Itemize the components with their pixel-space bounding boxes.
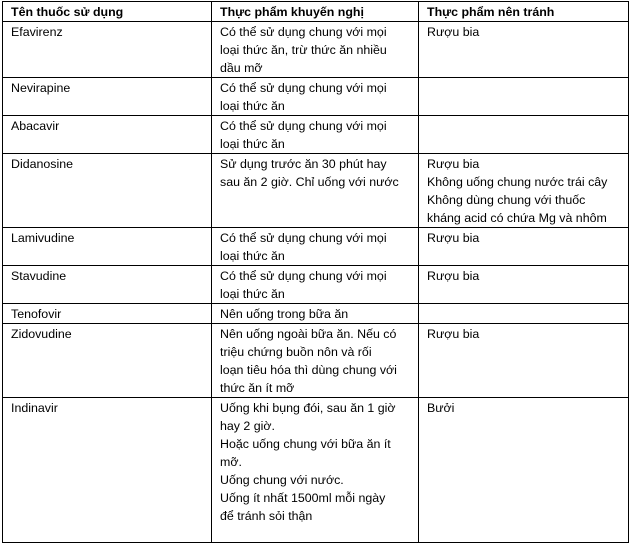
food-to-avoid-line: Rượu bia bbox=[427, 269, 480, 283]
header-drug-name: Tên thuốc sử dụng bbox=[3, 2, 212, 22]
drug-name: Zidovudine bbox=[11, 327, 72, 341]
recommended-food-line: Uống chung với nước. bbox=[220, 473, 344, 487]
drug-name: Indinavir bbox=[11, 401, 58, 415]
recommended-foods-cell bbox=[212, 116, 419, 154]
drug-name-cell bbox=[3, 324, 212, 398]
drug-name: Tenofovir bbox=[11, 307, 62, 321]
table-row bbox=[3, 304, 629, 324]
recommended-food-line: loại thức ăn, trừ thức ăn nhiều bbox=[220, 43, 387, 57]
drug-name-cell bbox=[3, 22, 212, 78]
food-to-avoid-line: kháng acid có chứa Mg và nhôm bbox=[427, 211, 607, 225]
table-body bbox=[3, 22, 629, 543]
table-row bbox=[3, 154, 629, 228]
foods-to-avoid-cell bbox=[419, 22, 629, 78]
drug-name-cell bbox=[3, 228, 212, 266]
foods-to-avoid-cell bbox=[419, 154, 629, 228]
recommended-food-line: loại thức ăn bbox=[220, 249, 285, 263]
recommended-food-line: loại thức ăn bbox=[220, 137, 285, 151]
recommended-foods-cell bbox=[212, 22, 419, 78]
drug-name: Efavirenz bbox=[11, 25, 63, 39]
foods-to-avoid-cell bbox=[419, 78, 629, 116]
table-row bbox=[3, 324, 629, 398]
drug-name: Nevirapine bbox=[11, 81, 71, 95]
recommended-food-line: Nên uống trong bữa ăn bbox=[220, 307, 349, 321]
drug-name-cell bbox=[3, 78, 212, 116]
drug-name: Didanosine bbox=[11, 157, 73, 171]
recommended-food-line: để tránh sỏi thận bbox=[220, 509, 313, 523]
drug-name: Abacavir bbox=[11, 119, 60, 133]
recommended-foods-cell bbox=[212, 324, 419, 398]
foods-to-avoid-cell bbox=[419, 266, 629, 304]
drug-name-cell bbox=[3, 398, 212, 543]
recommended-food-line: Sử dụng trước ăn 30 phút hay bbox=[220, 157, 387, 171]
recommended-food-line: sau ăn 2 giờ. Chỉ uống với nước bbox=[220, 175, 399, 189]
recommended-food-line: Có thể sử dụng chung với mọi bbox=[220, 119, 387, 133]
food-to-avoid-line: Không uống chung nước trái cây bbox=[427, 175, 608, 189]
recommended-food-line: Có thể sử dụng chung với mọi bbox=[220, 81, 387, 95]
recommended-food-line: mỡ. bbox=[220, 455, 242, 469]
recommended-food-line: Uống ít nhất 1500ml mỗi ngày bbox=[220, 491, 386, 505]
food-to-avoid-line: Bưởi bbox=[427, 401, 455, 415]
food-to-avoid-line: Rượu bia bbox=[427, 25, 480, 39]
drug-name-cell bbox=[3, 154, 212, 228]
recommended-food-line: triệu chứng buồn nôn và rối bbox=[220, 345, 372, 359]
food-to-avoid-line: Rượu bia bbox=[427, 327, 480, 341]
foods-to-avoid-cell bbox=[419, 324, 629, 398]
recommended-food-line: Có thể sử dụng chung với mọi bbox=[220, 269, 387, 283]
recommended-food-line: dầu mỡ bbox=[220, 61, 263, 75]
recommended-foods-cell bbox=[212, 266, 419, 304]
drug-name-cell bbox=[3, 116, 212, 154]
foods-to-avoid-cell bbox=[419, 398, 629, 543]
recommended-food-line: Nên uống ngoài bữa ăn. Nếu có bbox=[220, 327, 397, 341]
drug-name-cell bbox=[3, 266, 212, 304]
foods-to-avoid-cell bbox=[419, 304, 629, 324]
table-row bbox=[3, 78, 629, 116]
drug-name-cell bbox=[3, 304, 212, 324]
recommended-food-line: Uống khi bụng đói, sau ăn 1 giờ bbox=[220, 401, 396, 415]
drug-name: Lamivudine bbox=[11, 231, 75, 245]
recommended-foods-cell bbox=[212, 78, 419, 116]
recommended-food-line: Có thể sử dụng chung với mọi bbox=[220, 231, 387, 245]
recommended-food-line: hay 2 giờ. bbox=[220, 419, 275, 433]
recommended-food-line: loại thức ăn bbox=[220, 99, 285, 113]
drug-name: Stavudine bbox=[11, 269, 67, 283]
recommended-food-line: loại thức ăn bbox=[220, 287, 285, 301]
recommended-food-line: loạn tiêu hóa thì dùng chung với bbox=[220, 363, 397, 377]
recommended-food-line: thức ăn ít mỡ bbox=[220, 381, 295, 395]
table-header-row bbox=[3, 2, 629, 22]
header-recommended-foods: Thực phẩm khuyến nghị bbox=[212, 2, 419, 22]
recommended-foods-cell bbox=[212, 398, 419, 543]
foods-to-avoid-cell bbox=[419, 228, 629, 266]
table-row bbox=[3, 116, 629, 154]
foods-to-avoid-cell bbox=[419, 116, 629, 154]
recommended-foods-cell bbox=[212, 154, 419, 228]
recommended-foods-cell bbox=[212, 304, 419, 324]
table-row bbox=[3, 228, 629, 266]
recommended-food-line: Hoặc uống chung với bữa ăn ít bbox=[220, 437, 391, 451]
table-row bbox=[3, 22, 629, 78]
food-to-avoid-line: Rượu bia bbox=[427, 157, 480, 171]
table-row bbox=[3, 398, 629, 543]
food-to-avoid-line: Không dùng chung với thuốc bbox=[427, 193, 586, 207]
recommended-food-line: Có thể sử dụng chung với mọi bbox=[220, 25, 387, 39]
header-foods-to-avoid: Thực phẩm nên tránh bbox=[419, 2, 629, 22]
recommended-foods-cell bbox=[212, 228, 419, 266]
food-to-avoid-line: Rượu bia bbox=[427, 231, 480, 245]
table-row bbox=[3, 266, 629, 304]
drug-food-interaction-table bbox=[2, 1, 629, 543]
